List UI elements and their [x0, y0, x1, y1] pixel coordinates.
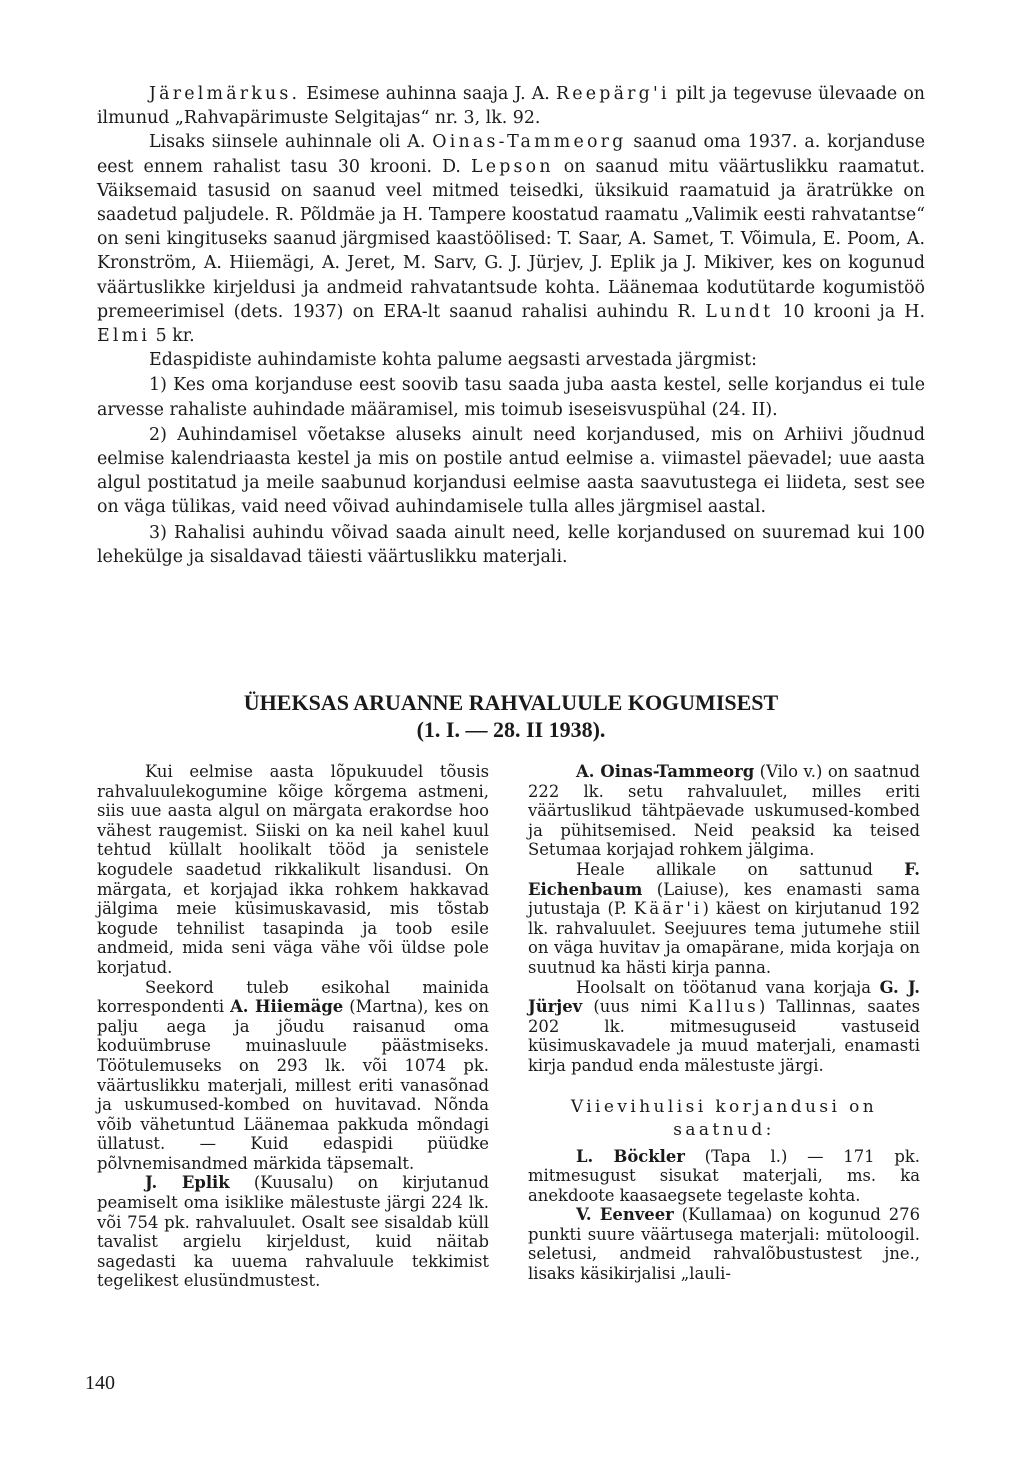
text-run: 10 krooni ja H.	[773, 301, 925, 322]
left-paragraph-2	[97, 978, 489, 1174]
left-paragraph-1: Kui eelmise aasta lõpukuudel tõusis rahvaluulekogumine kõige kõrgema astmeni, siis uue aasta algul on märgata erakordse hoo vähest raugemist. Siiski on ka neil kahel kuul tehtud küllalt hoolikalt tööd ja senistele kogudele saadetud rikkalikult lisandusi. On märgata, et korjajad ikka rohkem hakkavad jälgima meie küsimuskavasid, mis tõstab kogude tehnilist tasapinda ja toob esile andmeid, mida seni väga vähe või üldse pole korjatud.	[97, 762, 489, 977]
text-run: (Laiuse), kes enamasti sama jutustaja (P.	[528, 879, 920, 919]
collector-name: V. Eenveer	[576, 1205, 674, 1225]
text-run: Hoolsalt on töötanud vana korjaja	[576, 977, 880, 997]
text-run: Lisaks siinsele auhinnale oli A.	[149, 132, 433, 153]
text-run: (Kuusalu) on kirjutanud peamiselt oma isiklike mälestuste järgi 224 lk. või 754 pk. rahvaluulet. Osalt see sisaldab küll tavalist argielu kirjeldust, kuid näitab sagedasti ka uuema rahvaluule tekkimist tegelikest elusündmustest.	[97, 1173, 489, 1291]
right-paragraph-1	[528, 762, 920, 860]
text-run: (Kullamaa) on kogunud 276 punkti suure väärtusega materjali: mütoloogil. seletusi, andmeid rahvalõbustustest jne., lisaks käsikirjalisi „lauli-	[528, 1205, 920, 1284]
collector-name: F. Eichenbaum	[528, 859, 920, 899]
text-run: ) käest on kirjutanud 192 lk. rahvaluulet. Seejuures tema jutumehe stiil on väga huvitav ja omapärane, mida korjaja on suutnud ka hästi kirja panna.	[528, 899, 920, 977]
text-run: (Vilo v.) on saatnud 222 lk. setu rahvaluulet, milles eriti väärtuslikud tähtpäevade uskumused-kombed ja pühitsemised. Neid peaksid ka teised Setumaa korjajad rohkem jälgima.	[528, 762, 920, 860]
text-run: (Martna), kes on palju aega ja jõudu raisanud oma koduümbruse muinasluule päästmiseks. Töötulemuseks on 293 lk. või 1074 pk. väärtuslikku materjali, millest eriti vanasõnad ja uskumused-kombed on huvitavad. Nõnda võib vähetuntud Läänemaa pakkuda mõndagi üllatust. — Kuid edaspidi püüdke põlvnemisandmed märkida täpsemalt.	[97, 997, 489, 1173]
name-spaced: Elmi	[97, 326, 151, 347]
afterword-paragraph	[97, 82, 925, 130]
report-title-line-2: (1. I. — 28. II 1938).	[416, 717, 606, 742]
name-spaced: Lundt	[705, 301, 774, 322]
left-column	[97, 762, 489, 1291]
rule-item-1: 1) Kes oma korjanduse eest soovib tasu saada juba aasta kestel, selle korjandus ei tule arvesse rahaliste auhindade määramisel, mis toimub iseseisvuspühal (24. II).	[97, 375, 925, 420]
name-spaced: Käär'i	[633, 899, 703, 919]
name-spaced: Lepson	[470, 156, 554, 177]
right-paragraph-4	[528, 1147, 920, 1206]
right-column	[528, 762, 920, 1284]
awards-paragraph	[97, 130, 925, 348]
text-run: (Tapa l.) — 171 pk. mitmesugust sisukat materjali, ms. ka anekdoote kaasaegsete tegelaste kohta.	[528, 1146, 920, 1205]
intro-notes	[97, 82, 925, 569]
text-run: saanud oma 1937. a. korjanduse eest ennem rahalist tasu 30 krooni. D.	[97, 132, 925, 177]
right-paragraph-3	[528, 978, 920, 1076]
text-run: Esimese auhinna saaja J. A.	[300, 84, 556, 104]
name-spaced: Reepärg'i	[555, 84, 670, 104]
report-title-line-1: ÜHEKSAS ARUANNE RAHVALUULE KOGUMISEST	[243, 690, 779, 715]
text-run: Heale allikale on sattunud	[576, 859, 905, 879]
right-paragraph-5	[528, 1205, 920, 1283]
collector-name: G. J. Jürjev	[528, 977, 921, 1017]
section-heading: Viievihulisi korjandusi on saatnud:	[570, 1096, 878, 1140]
collector-name: A. Hiiemäge	[230, 997, 344, 1017]
text-run: 5 kr.	[150, 326, 195, 347]
text-run: on saanud mitu väärtuslikku raamatut. Väiksemaid tasusid on saanud veel mitmed teisedki, üksikuid raamatuid ja äratrükke on saadetud paljudele. R. Põldmäe ja H. Tampere koostatud raamatu „Valimik eesti rahvatantse“ on seni kingituseks saanud järgmised kaastöölised: T. Saar, A. Samet, T. Võimula, E. Poom, A. Kronström, A. Hiiemägi, A. Jeret, M. Sarv, G. J. Jürjev, J. Eplik ja J. Mikiver, kes on kogunud väärtuslikke kirjeldusi ja andmeid rahvatantsude kohta. Läänemaa kodutütarde kogumistöö premeerimisel (dets. 1937) on ERA-lt saanud rahalisi auhindu R.	[97, 156, 925, 322]
rule-item-2: 2) Auhindamisel võetakse aluseks ainult need korjandused, mis on Arhiivi jõudnud eelmise kalendriaasta kestel ja mis on postile antud eelmise a. viimastel päevadel; uue aasta algul postitatud ja meile saabunud korjandusi eelmise aasta saavutustega ei liideta, sest see on väga tülikas, vaid need võivad auhindamisele tulla alles järgmisel aastal.	[97, 424, 925, 518]
collector-name: L. Böckler	[576, 1146, 685, 1166]
right-paragraph-2	[528, 860, 920, 978]
name-spaced: Oinas-Tammeorg	[432, 132, 627, 153]
future-awards-intro: Edaspidiste auhindamiste kohta palume aegsasti arvestada järgmist:	[149, 350, 757, 371]
text-run: Seekord tuleb esikohal mainida korrespondenti	[97, 977, 489, 1017]
collector-name: A. Oinas-Tammeorg	[576, 762, 755, 781]
left-paragraph-3	[97, 1173, 489, 1291]
name-spaced: Kallus	[688, 997, 759, 1017]
text-run: ) Tallinnas, saates 202 lk. mitmesuguseid vastuseid küsimuskavadele ja muud materjali, enamasti kirja pandud enda mälestuste järgi.	[528, 997, 920, 1075]
text-run: pilt ja tegevuse ülevaade on ilmunud „Rahvapärimuste Selgitajas“ nr. 3, lk. 92.	[97, 84, 925, 129]
rule-item-3: 3) Rahalisi auhindu võivad saada ainult need, kelle korjandused on suuremad kui 100 lehekülge ja sisaldavad täiesti väärtuslikku materjali.	[97, 522, 925, 567]
collector-name: J. Eplik	[145, 1173, 230, 1193]
afterword-label: Järelmärkus.	[149, 84, 301, 104]
page-number: 140	[85, 1372, 115, 1394]
report-title	[97, 689, 925, 743]
text-run: (uus nimi	[582, 997, 689, 1017]
